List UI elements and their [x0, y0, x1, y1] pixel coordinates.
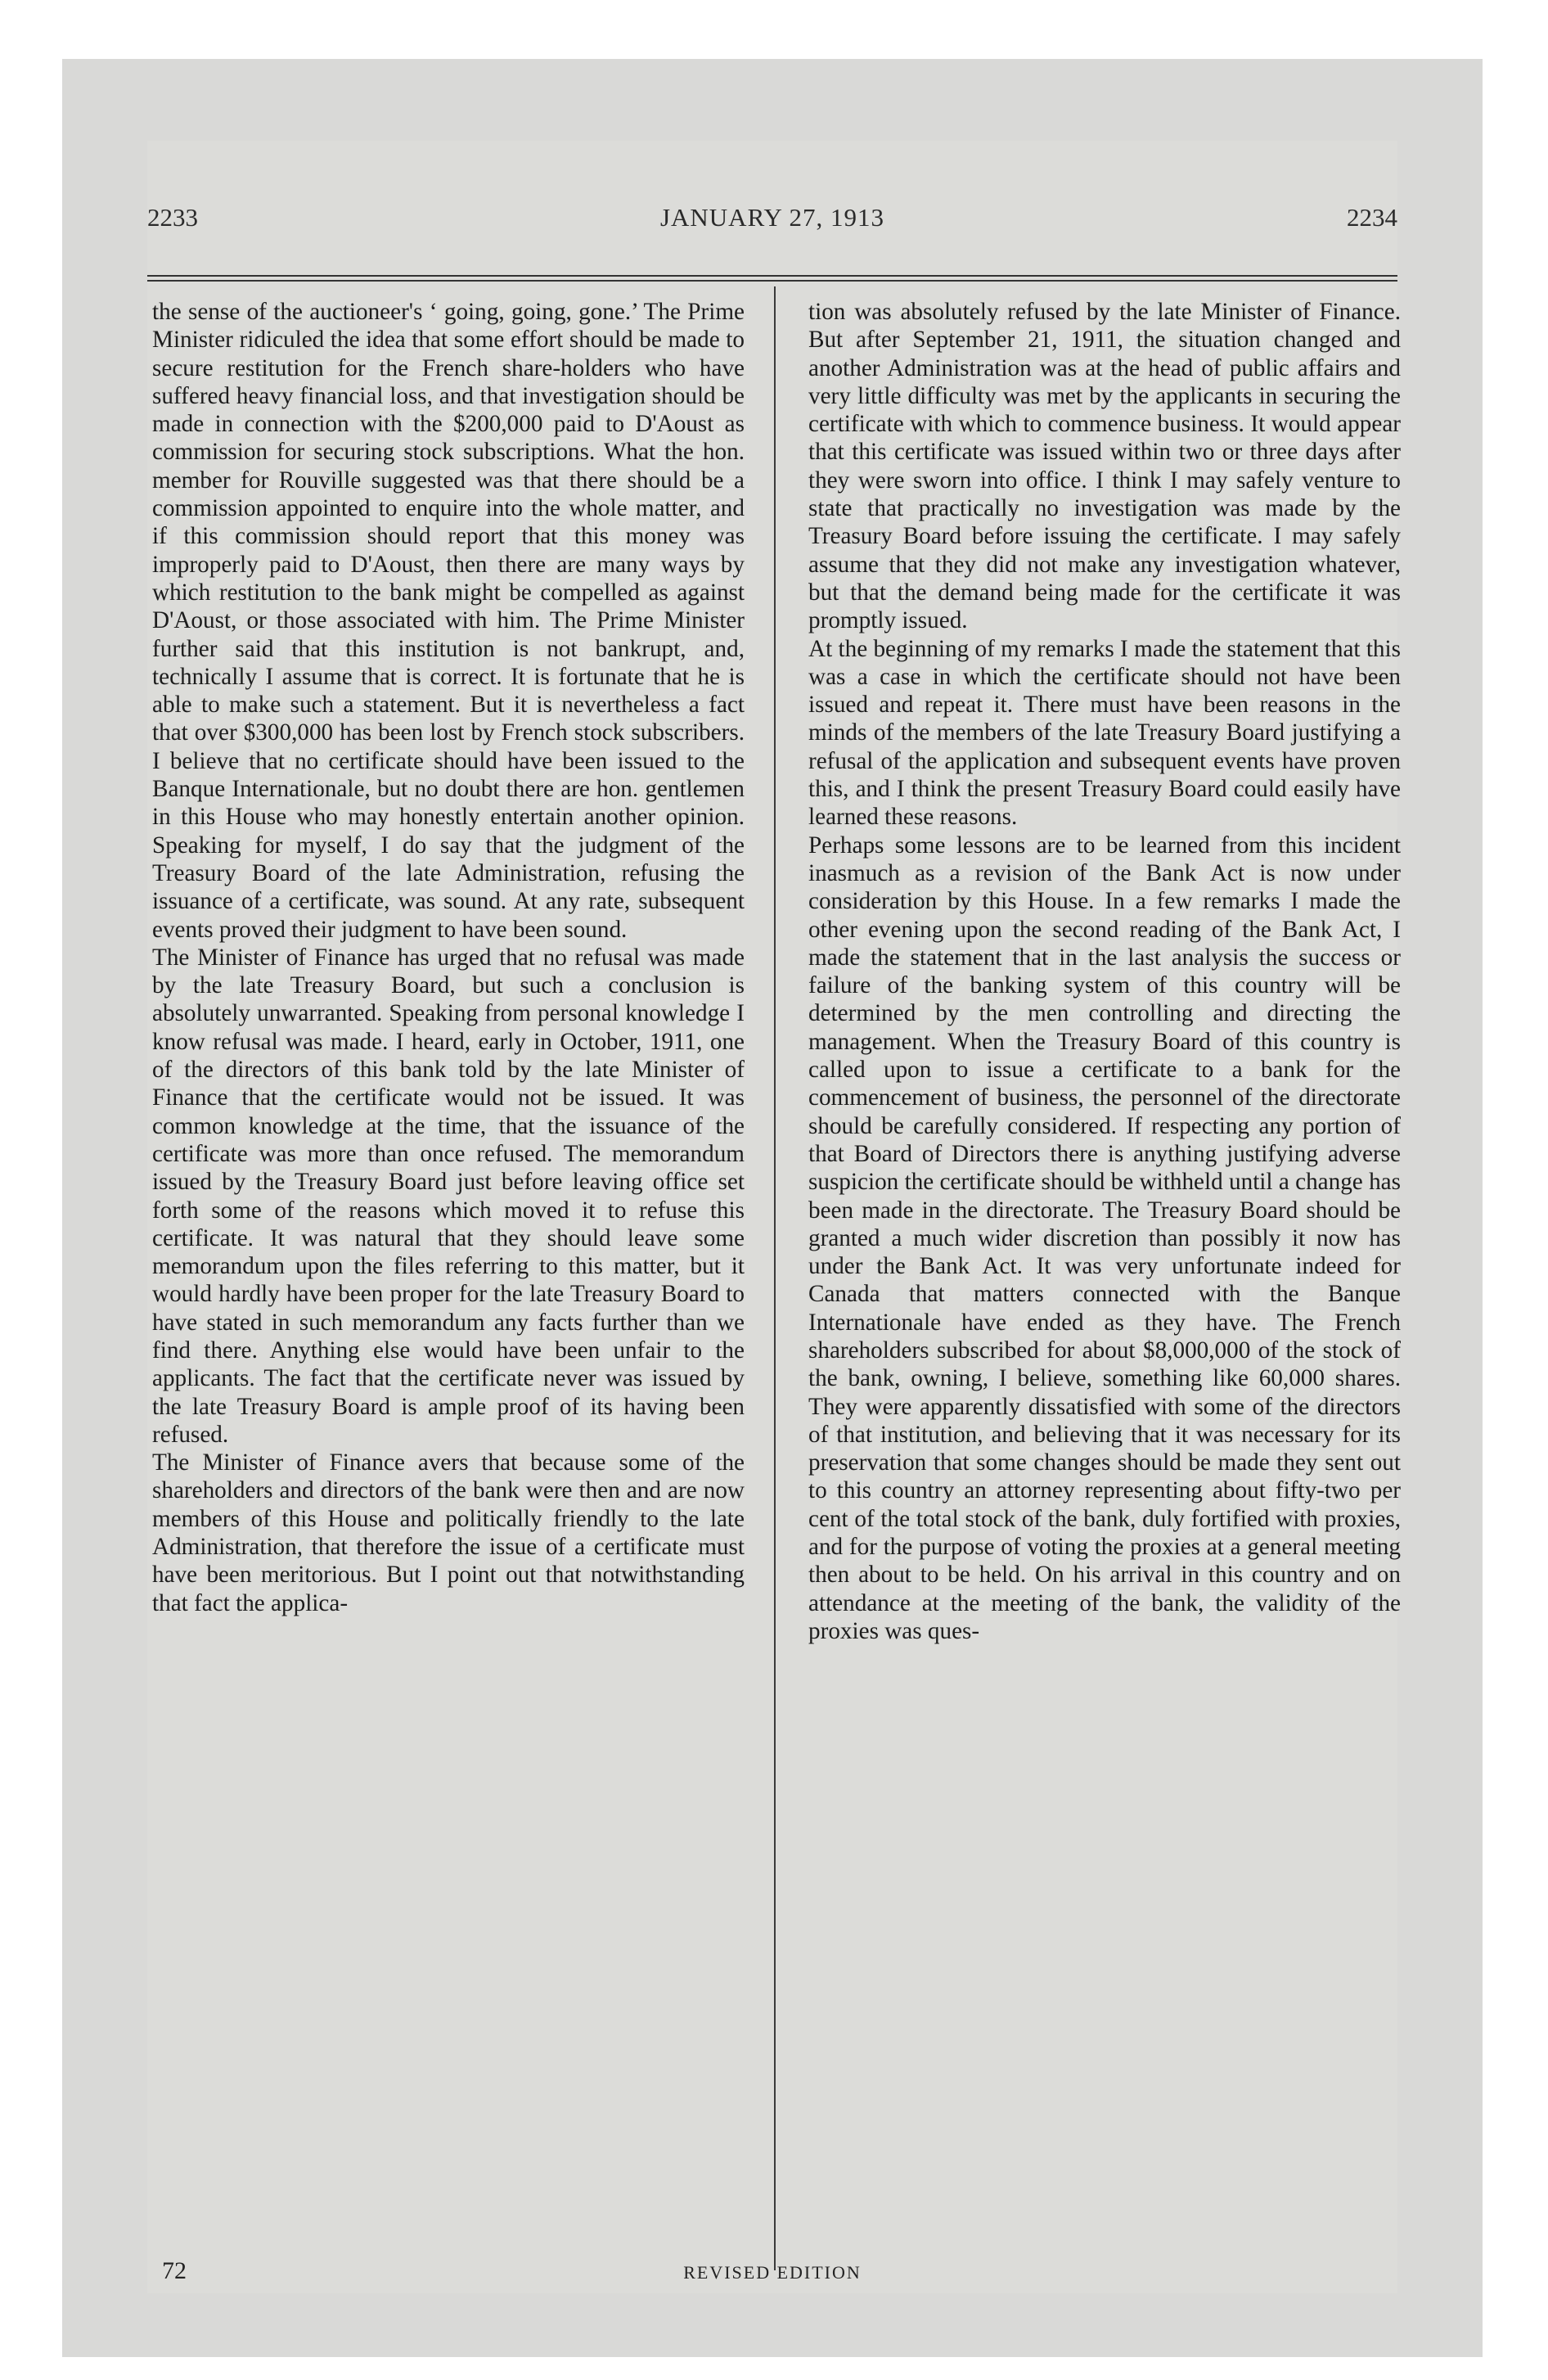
- left-paragraph-1: the sense of the auctioneer's ‘ going, going, gone.’ The Prime Minister ridiculed the idea that some effort should be made to secure restitution for the French share-holders who have suffered heavy financial loss, and that investigation should be made in connection with the $200,000 paid to D'Aoust as commission for securing stock subscriptions. What the hon. member for Rouville suggested was that there should be a commission appointed to enquire into the whole matter, and if this commission should report that this money was improperly paid to D'Aoust, then there are many ways by which restitution to the bank might be compelled as against D'Aoust, or those associated with him. The Prime Minister further said that this institution is not bankrupt, and, technically I assume that is correct. It is fortunate that he is able to make such a statement. But it is nevertheless a fact that over $300,000 has been lost by French stock subscribers. I believe that no certificate should have been issued to the Banque Internationale, but no doubt there are hon. gentlemen in this House who may honestly entertain another opinion. Speaking for myself, I do say that the judgment of the Treasury Board of the late Administration, refusing the issuance of a certificate, was sound. At any rate, subsequent events proved their judgment to have been sound.: [152, 299, 745, 943]
- left-paragraph-2: The Minister of Finance has urged that no refusal was made by the late Treasury Board, but such a conclusion is absolutely unwarranted. Speaking from personal knowledge I know refusal was made. I heard, early in October, 1911, one of the directors of this bank told by the late Minister of Finance that the certificate would not be issued. It was common knowledge at the time, that the issuance of the certificate was more than once refused. The memorandum issued by the Treasury Board just before leaving office set forth some of the reasons which moved it to refuse this certificate. It was natural that they should leave some memorandum upon the files referring to this matter, but it would hardly have been proper for the late Treasury Board to have stated in such memorandum any facts further than we find there. Anything else would have been unfair to the applicants. The fact that the certificate never was issued by the late Treasury Board is ample proof of its having been refused.: [152, 944, 745, 1448]
- header-double-rule: [147, 275, 1397, 282]
- column-divider: [774, 286, 776, 2270]
- right-paragraph-3: Perhaps some lessons are to be learned from this incident inasmuch as a revision of the Bank Act is now under consideration by this House. In a few remarks I made the other evening upon the second reading of the Bank Act, I made the statement that in the last analysis the success or failure of the banking system of this country will be determined by the men controlling and directing the management. When the Treasury Board of this country is called upon to issue a certificate to a bank for the commencement of business, the personnel of the directorate should be carefully considered. If respecting any portion of that Board of Directors there is anything justifying adverse suspicion the certificate should be withheld until a change has been made in the directorate. The Treasury Board should be granted a much wider discretion than possibly it now has under the Bank Act. It was very unfortunate indeed for Canada that matters connected with the Banque Internationale have ended as they have. The French shareholders subscribed for about $8,000,000 of the stock of the bank, owning, I believe, something like 60,000 shares. They were apparently dissatisfied with some of the directors of that institution, and believing that it was necessary for its preservation that some changes should be made they sent out to this country an attorney representing about fifty-two per cent of the total stock of the bank, duly fortified with proxies, and for the purpose of voting the proxies at a general meeting then about to be held. On his arrival in this country and on attendance at the meeting of the bank, the validity of the proxies was ques-: [808, 832, 1401, 1644]
- edition-footer: REVISED EDITION: [683, 2262, 862, 2283]
- right-paragraph-1: tion was absolutely refused by the late Minister of Finance. But after September 21, 1911, the situation changed and another Administration was at the head of public affairs and very little difficulty was met by the applicants in securing the certificate with which to commence business. It would appear that this certificate was issued within two or three days after they were sworn into office. I think I may safely venture to state that practically no investigation was made by the Treasury Board before issuing the certificate. I may safely assume that they did not make any investigation whatever, but that the demand being made for the certificate it was promptly issued.: [808, 299, 1401, 634]
- left-paragraph-3: The Minister of Finance avers that because some of the shareholders and directors of the bank were then and are now members of this House and politically friendly to the late Administration, that therefore the issue of a certificate must have been meritorious. But I point out that notwithstanding that fact the applica-: [152, 1449, 745, 1616]
- left-column: [152, 298, 745, 1617]
- right-page-number: 2234: [1347, 203, 1397, 232]
- hansard-page: [147, 141, 1401, 2293]
- running-head: [147, 203, 1397, 239]
- left-page-number: 2233: [147, 203, 198, 232]
- right-column: [808, 298, 1401, 1645]
- page-date: JANUARY 27, 1913: [659, 203, 885, 232]
- right-paragraph-2: At the beginning of my remarks I made the statement that this was a case in which the certificate should not have been issued and repeat it. There must have been reasons in the minds of the members of the late Treasury Board justifying a refusal of the application and subsequent events have proven this, and I think the present Treasury Board could easily have learned these reasons.: [808, 635, 1401, 831]
- signature-mark: 72: [162, 2257, 187, 2284]
- scanned-sheet: [62, 59, 1483, 2357]
